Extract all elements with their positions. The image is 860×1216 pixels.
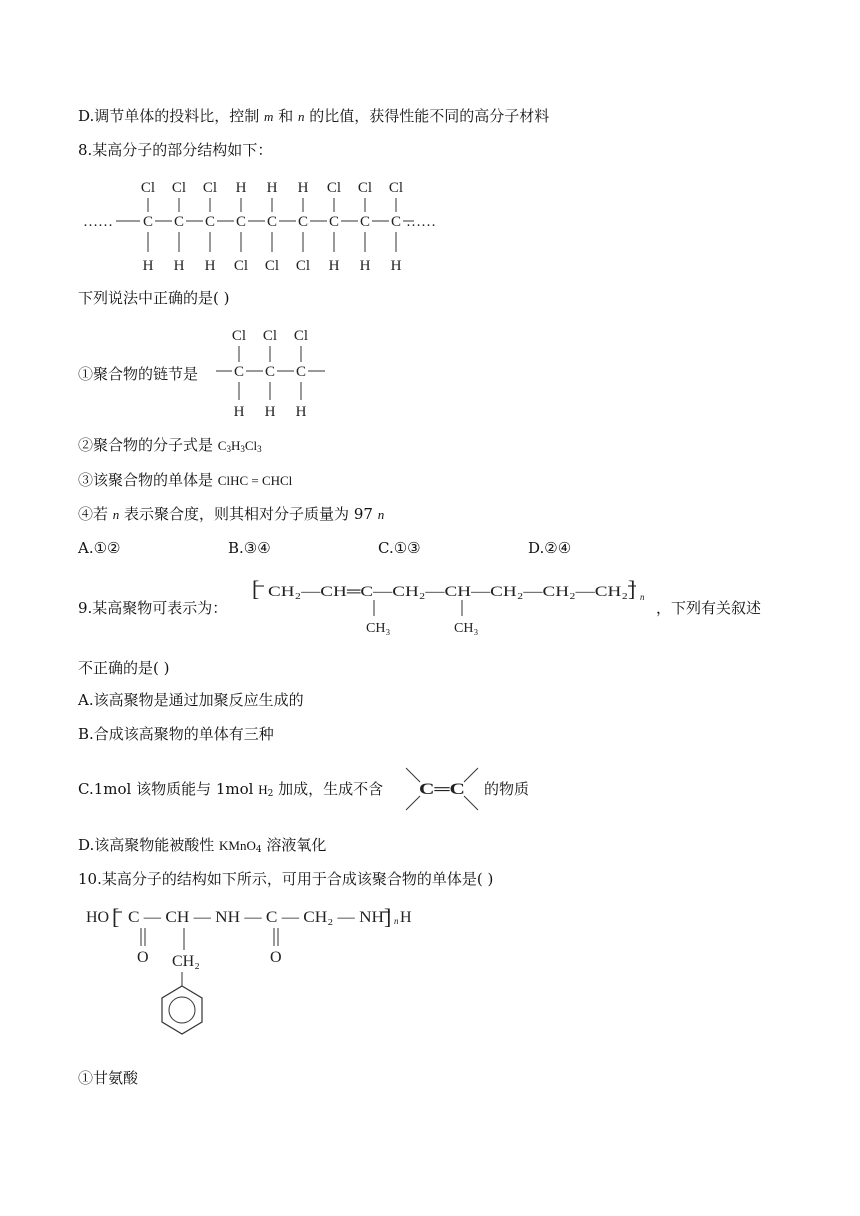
q10-statement-1: ①甘氨酸 [78, 1069, 139, 1087]
q8-question: 下列说法中正确的是( ) [78, 289, 230, 307]
q8-option-a: A.①② [78, 539, 121, 557]
q9-option-d: D.该高聚物能被酸性 KMnO$_4$ 溶液氧化 [78, 836, 327, 855]
cc-label: C═C [419, 781, 465, 798]
q9-main-chain: CH₂—CH═C—CH₂—CH—CH₂—CH₂—CH₂ [268, 584, 628, 600]
right-bracket: ] [628, 576, 636, 601]
top-substituent: Cl [262, 328, 278, 344]
subscript-n: n [640, 592, 645, 602]
q10-main-chain: C — CH — NH — C — CH₂ — NH [128, 909, 385, 926]
q8-statement-1: ①聚合物的链节是 [78, 365, 199, 383]
q10-polymer-structure [86, 900, 446, 1070]
bottom-substituent: H [328, 258, 340, 274]
carbon-atom: C [266, 214, 278, 230]
q9-stem: 9.某高聚物可表示为： [78, 599, 228, 617]
top-substituent: Cl [171, 180, 187, 196]
terminal-h: H [400, 909, 412, 926]
carbon-atom: C [235, 214, 247, 230]
left-bracket: [ [252, 576, 260, 601]
q8-option-d: D.②④ [528, 539, 572, 557]
top-substituent: Cl [388, 180, 404, 196]
top-substituent: Cl [231, 328, 247, 344]
q8-option-c: C.①③ [378, 539, 421, 557]
benzene-ring [162, 986, 202, 1034]
bottom-substituent: H [173, 258, 185, 274]
carbon-atom: C [328, 214, 340, 230]
q9-option-b: B.合成该高聚物的单体有三种 [78, 725, 274, 743]
q9-option-a: A.该高聚物是通过加聚反应生成的 [78, 691, 304, 709]
q9-stem-line2: 不正确的是( ) [78, 659, 170, 677]
c-c-double-bond-structure [402, 764, 482, 814]
top-substituent: Cl [357, 180, 373, 196]
q8-polymer-structure [80, 174, 460, 274]
bottom-substituent: H [142, 258, 154, 274]
carbon-atom: C [233, 364, 245, 380]
top-substituent: Cl [293, 328, 309, 344]
var-n: n [297, 109, 305, 124]
carbon-atom: C [264, 364, 276, 380]
q7-option-d: D.调节单体的投料比，控制 m 和 n 的比值，获得性能不同的高分子材料 [78, 107, 550, 125]
bottom-substituent: H [233, 404, 245, 420]
q8-statement-3: ③该聚合物的单体是 ClHC = CHCl [78, 471, 293, 489]
q9-option-c: C.1mol 该物质能与 1mol $H_2$ 加成，生成不含 [78, 780, 384, 799]
bottom-substituent: Cl [233, 258, 249, 274]
top-substituent: H [266, 180, 278, 196]
carbon-atom: C [295, 364, 307, 380]
bottom-substituent: H [390, 258, 402, 274]
q8-statement-2: ②聚合物的分子式是 $C_3H_3Cl_3$ [78, 436, 262, 454]
svg-text:[: [ [112, 904, 120, 929]
q8-statement-4: ④若 n 表示聚合度，则其相对分子质量为 97 n [78, 505, 385, 523]
bottom-substituent: Cl [295, 258, 311, 274]
var-m: m [264, 109, 274, 124]
methyl-1: CH₃ [366, 621, 391, 636]
bottom-substituent: H [264, 404, 276, 420]
subscript-n: n [394, 916, 399, 926]
svg-text:]: ] [384, 904, 392, 929]
carbon-atom: C [390, 214, 402, 230]
q9-option-c-tail: 的物质 [484, 780, 530, 798]
q9-stem-tail: ，下列有关叙述 [656, 599, 762, 617]
q8-chain-unit-structure [214, 324, 334, 420]
carbon-atom: C [204, 214, 216, 230]
benzyl-ch2: CH₂ [172, 953, 200, 970]
right-dots: …… [406, 214, 436, 230]
top-substituent: H [297, 180, 309, 196]
bottom-substituent: H [295, 404, 307, 420]
carbon-atom: C [359, 214, 371, 230]
q8-option-b: B.③④ [228, 539, 271, 557]
methyl-2: CH₃ [454, 621, 479, 636]
q10-stem: 10.某高分子的结构如下所示，可用于合成该聚合物的单体是( ) [78, 870, 494, 888]
bottom-substituent: H [204, 258, 216, 274]
carbonyl-o-2: O [270, 949, 282, 966]
left-dots: …… [83, 214, 113, 230]
molecular-formula: $C_3H_3Cl_3$ [217, 438, 262, 454]
carbon-atom: C [142, 214, 154, 230]
bottom-substituent: Cl [264, 258, 280, 274]
top-substituent: Cl [202, 180, 218, 196]
top-substituent: H [235, 180, 247, 196]
q9-polymer-structure [252, 574, 652, 638]
carbon-atom: C [297, 214, 309, 230]
monomer-formula: ClHC = CHCl [217, 473, 293, 488]
q8-stem: 8.某高分子的部分结构如下： [78, 141, 273, 159]
bottom-substituent: H [359, 258, 371, 274]
carbon-atom: C [173, 214, 185, 230]
ho-group: HO [86, 909, 110, 926]
top-substituent: Cl [140, 180, 156, 196]
top-substituent: Cl [326, 180, 342, 196]
carbonyl-o-1: O [137, 949, 149, 966]
